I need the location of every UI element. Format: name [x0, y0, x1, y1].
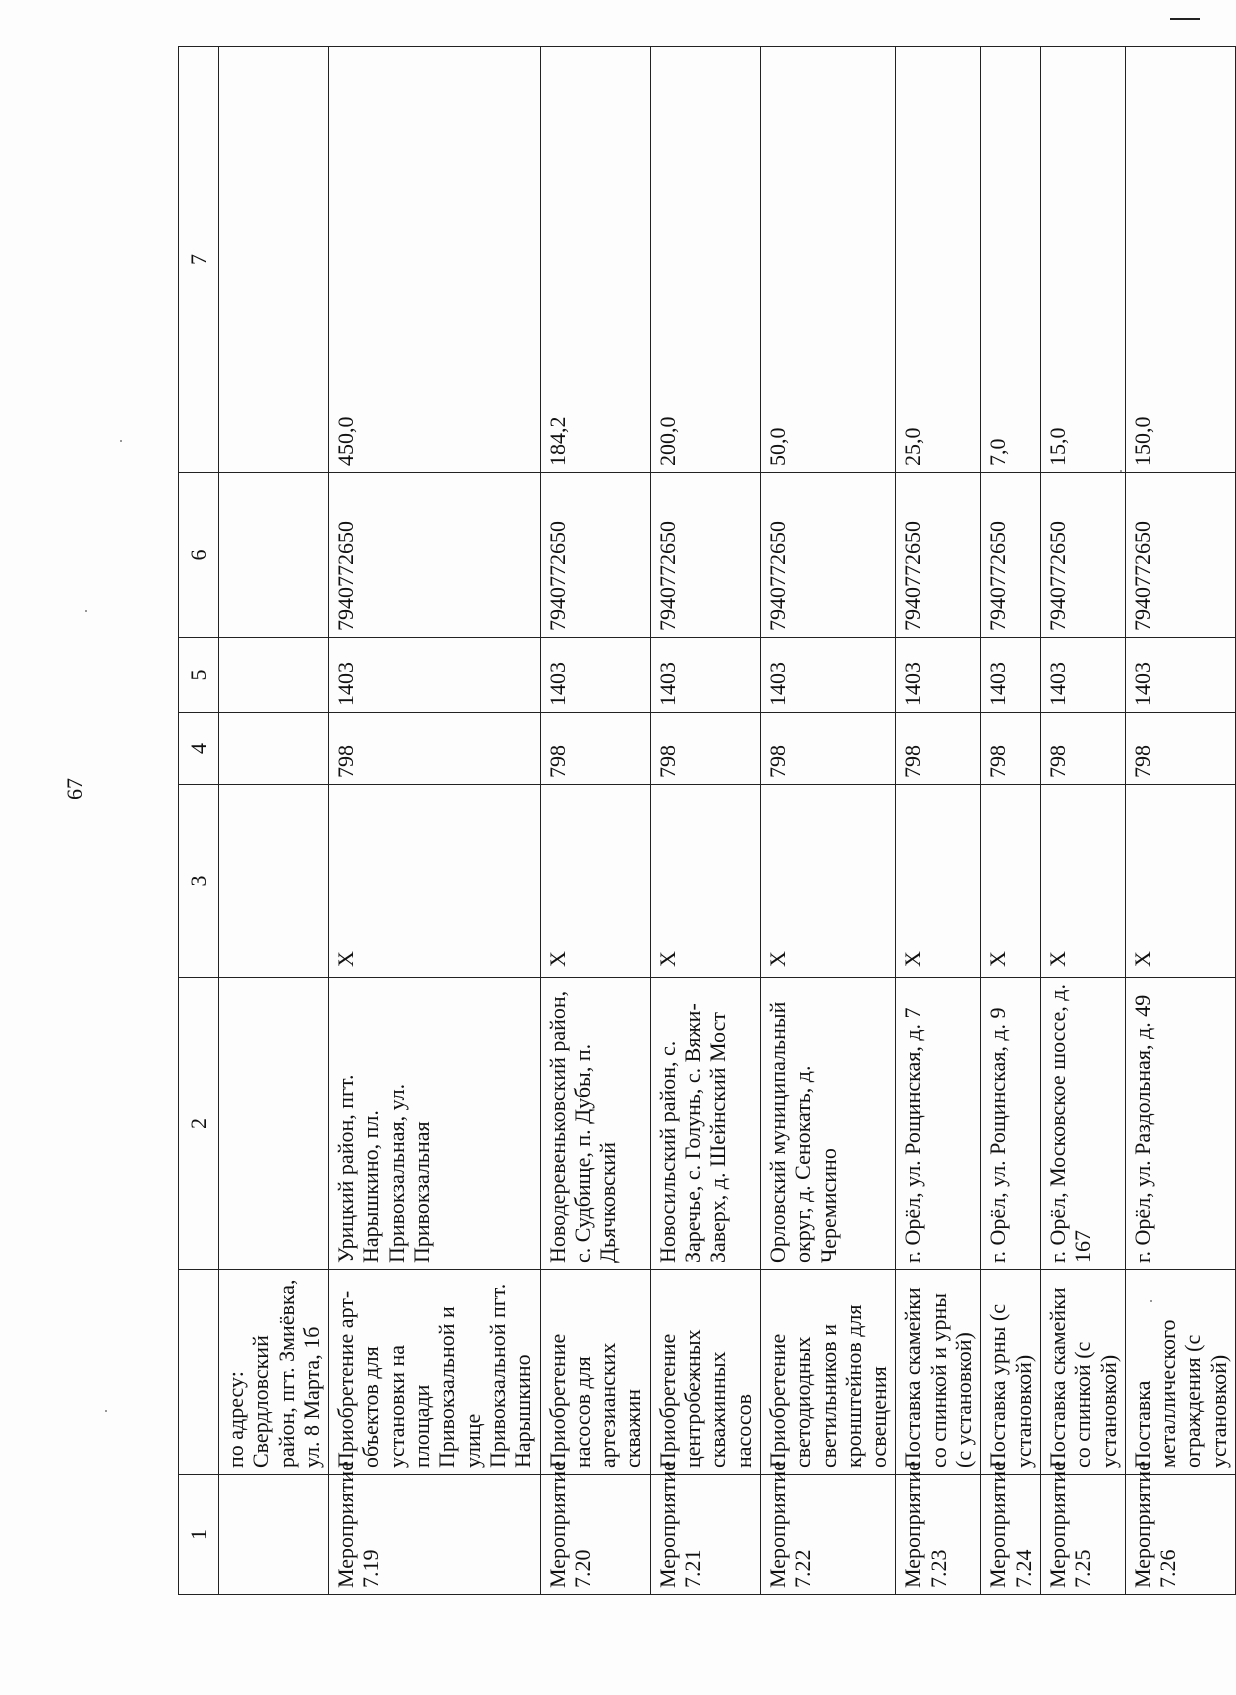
table-cell-c4: 798 [329, 713, 540, 785]
table-cell-c7 [219, 47, 329, 473]
table-cell-c6: 7940772650 [329, 473, 540, 638]
table-row [219, 47, 329, 1595]
scan-speck [85, 610, 87, 612]
table-cell-c3: X [329, 785, 540, 978]
table-cell-c4: 798 [981, 713, 1041, 785]
table-cell-c1: Мероприятие 7.21 [650, 1475, 760, 1595]
table-cell-c7: 450,0 [329, 47, 540, 473]
table-cell-c1 [219, 1475, 329, 1595]
scan-speck [120, 440, 122, 442]
table-cell-c1b: Приобретение центробежных скважинных насосов [650, 1270, 760, 1475]
table-cell-c2: Орловский муниципальный округ, д. Сенокать, д. Черемисино [760, 978, 895, 1270]
table-cell-c5: 1403 [1040, 638, 1125, 713]
header-cell: 1 [179, 1475, 219, 1595]
table-cell-c1: Мероприятие 7.20 [540, 1475, 650, 1595]
table-cell-c3: X [1040, 785, 1125, 978]
table-cell-c2: г. Орёл, ул. Раздольная, д. 49 [1125, 978, 1235, 1270]
table-cell-c5: 1403 [981, 638, 1041, 713]
table-cell-c5: 1403 [540, 638, 650, 713]
table-body [179, 47, 1236, 1595]
edge-mark [1170, 18, 1200, 20]
table-cell-c4: 798 [760, 713, 895, 785]
table-row [1040, 47, 1125, 1595]
table-cell-c6: 7940772650 [1040, 473, 1125, 638]
table-cell-c1: Мероприятие 7.25 [1040, 1475, 1125, 1595]
table-cell-c6: 7940772650 [1125, 473, 1235, 638]
table-cell-c4: 798 [650, 713, 760, 785]
table-cell-c1: Мероприятие 7.26 [1125, 1475, 1235, 1595]
table-cell-c5: 1403 [760, 638, 895, 713]
header-row [179, 47, 219, 1595]
table-cell-c3: X [1125, 785, 1235, 978]
table-cell-c1b: Приобретение светодиодных светильников и кронштейнов для освещения [760, 1270, 895, 1475]
table-cell-c7: 7,0 [981, 47, 1041, 473]
table-cell-c3: X [650, 785, 760, 978]
table-cell-c1b: Поставка скамейки со спинкой и урны (с установкой) [896, 1270, 981, 1475]
table-cell-c6 [219, 473, 329, 638]
header-cell: 6 [179, 473, 219, 638]
table-cell-c4: 798 [896, 713, 981, 785]
data-table [178, 46, 1236, 1595]
table-cell-c7: 15,0 [1040, 47, 1125, 473]
table-row [650, 47, 760, 1595]
table-cell-c6: 7940772650 [760, 473, 895, 638]
table-cell-c2: Урицкий район, пгт. Нарышкино, пл. Привокзальная, ул. Привокзальная [329, 978, 540, 1270]
table-cell-c7: 150,0 [1125, 47, 1235, 473]
table-cell-c2: г. Орёл, Московское шоссе, д. 167 [1040, 978, 1125, 1270]
table-cell-c7: 184,2 [540, 47, 650, 473]
header-cell: 3 [179, 785, 219, 978]
table-cell-c5 [219, 638, 329, 713]
table-row [329, 47, 540, 1595]
table-cell-c3: X [896, 785, 981, 978]
scan-speck [105, 1410, 107, 1412]
table-cell-c5: 1403 [896, 638, 981, 713]
table-row [981, 47, 1041, 1595]
table-cell-c3: X [760, 785, 895, 978]
table-cell-c1: Мероприятие 7.24 [981, 1475, 1041, 1595]
table-cell-c1: Мероприятие 7.19 [329, 1475, 540, 1595]
table-cell-c6: 7940772650 [540, 473, 650, 638]
table-cell-c2: г. Орёл, ул. Рощинская, д. 7 [896, 978, 981, 1270]
table-cell-c1b: Приобретение арт-объектов для установки на площади Привокзальной и улице Привокзальной пгт. Нарышкино [329, 1270, 540, 1475]
table-cell-c2 [219, 978, 329, 1270]
table-cell-c1b: Поставка урны (с установкой) [981, 1270, 1041, 1475]
table-cell-c7: 200,0 [650, 47, 760, 473]
table-cell-c4: 798 [540, 713, 650, 785]
table-cell-c1b: по адресу: Свердловский район, пгт. Змиёвка, ул. 8 Марта, 1б [219, 1270, 329, 1475]
table-cell-c4: 798 [1125, 713, 1235, 785]
header-cell: 5 [179, 638, 219, 713]
table-cell-c3 [219, 785, 329, 978]
table-cell-c4: 798 [1040, 713, 1125, 785]
table-cell-c4 [219, 713, 329, 785]
table-rotated-container [178, 47, 1231, 1595]
table-cell-c5: 1403 [329, 638, 540, 713]
table-cell-c7: 50,0 [760, 47, 895, 473]
table-row [540, 47, 650, 1595]
table-cell-c5: 1403 [1125, 638, 1235, 713]
header-cell: 4 [179, 713, 219, 785]
scan-speck [1150, 1300, 1152, 1302]
table-cell-c1: Мероприятие 7.22 [760, 1475, 895, 1595]
table-cell-c3: X [540, 785, 650, 978]
table-cell-c5: 1403 [650, 638, 760, 713]
table-row [760, 47, 895, 1595]
table-cell-c3: X [981, 785, 1041, 978]
table-cell-c6: 7940772650 [896, 473, 981, 638]
table-cell-c1b: Поставка металлического ограждения (с установкой) [1125, 1270, 1235, 1475]
page-number: 67 [62, 778, 87, 800]
table-row [896, 47, 981, 1595]
table-cell-c1: Мероприятие 7.23 [896, 1475, 981, 1595]
header-cell: 7 [179, 47, 219, 473]
header-cell: 2 [179, 978, 219, 1270]
header-cell-blank [179, 1270, 219, 1475]
table-cell-c1b: Поставка скамейки со спинкой (с установкой) [1040, 1270, 1125, 1475]
scan-speck [1120, 470, 1122, 472]
table-cell-c6: 7940772650 [981, 473, 1041, 638]
table-cell-c2: Новодеревеньковский район, с. Судбище, п. Дубы, п. Дьячковский [540, 978, 650, 1270]
table-cell-c2: г. Орёл, ул. Рощинская, д. 9 [981, 978, 1041, 1270]
table-row [1125, 47, 1235, 1595]
table-cell-c6: 7940772650 [650, 473, 760, 638]
table-cell-c2: Новосильский район, с. Заречье, с. Голунь, с. Вяжи-Заверх, д. Шейнский Мост [650, 978, 760, 1270]
table-cell-c1b: Приобретение насосов для артезианских скважин [540, 1270, 650, 1475]
table-cell-c7: 25,0 [896, 47, 981, 473]
